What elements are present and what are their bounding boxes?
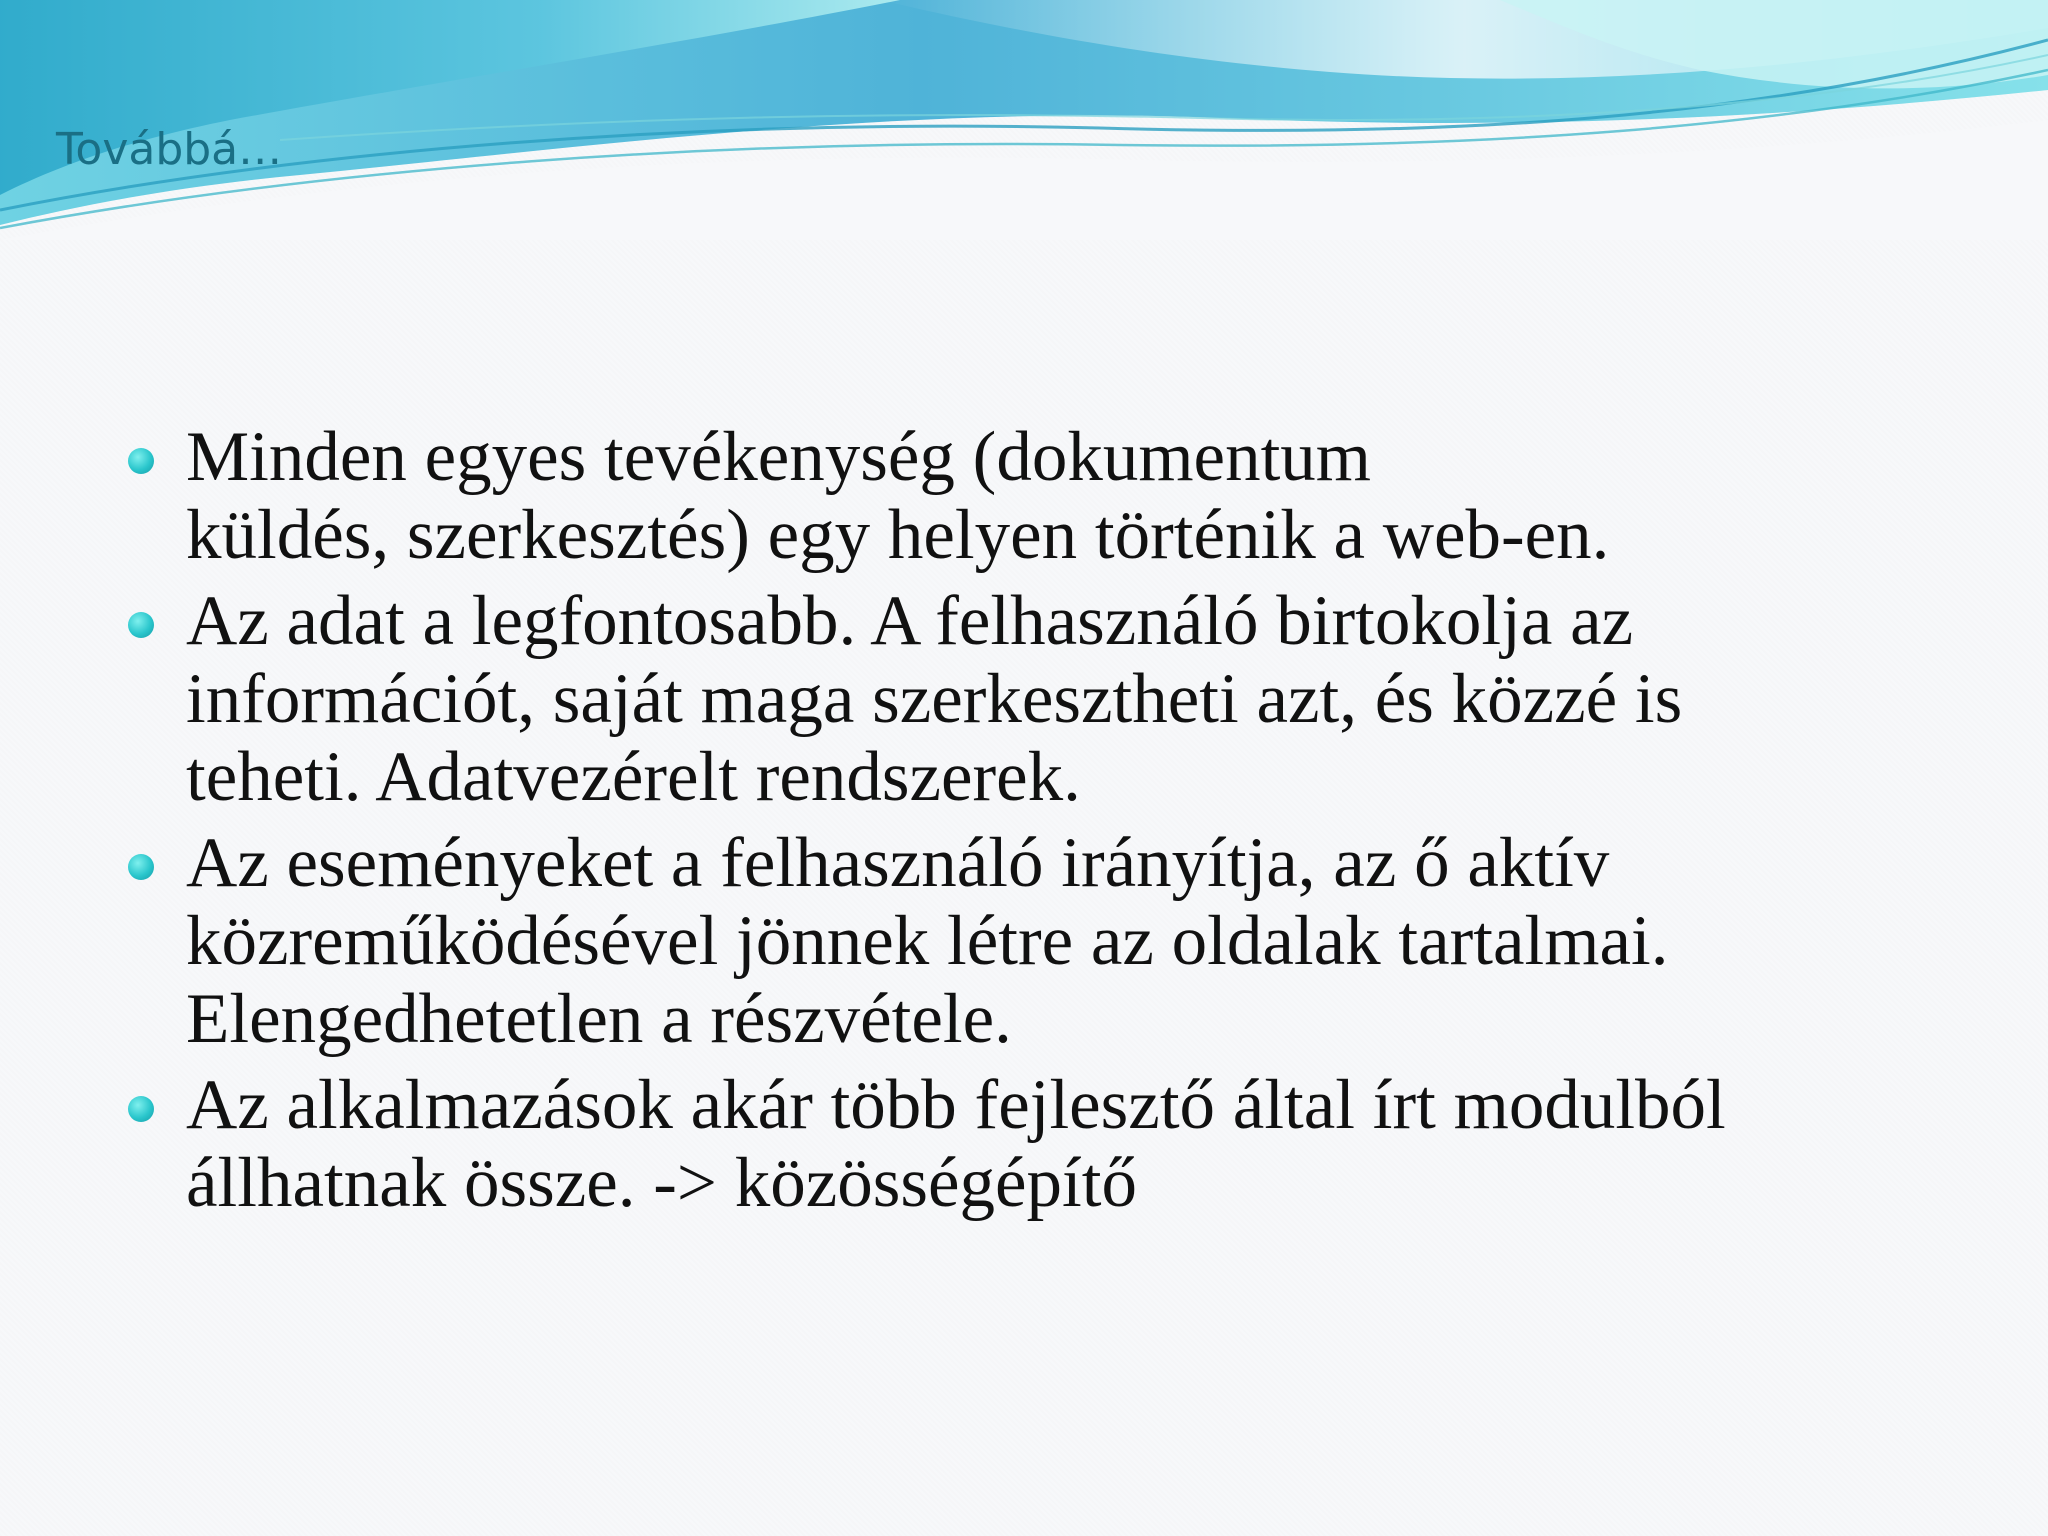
bullet-list bbox=[128, 418, 1988, 1230]
bullet-item bbox=[128, 582, 1988, 816]
bullet-line: Az adat a legfontosabb. A felhasználó birtokolja az bbox=[186, 582, 1634, 660]
bullet-icon bbox=[128, 448, 154, 474]
bullet-line: közreműködésével jönnek létre az oldalak tartalmai. bbox=[186, 902, 1669, 980]
bullet-line: Minden egyes tevékenység (dokumentum bbox=[186, 418, 1372, 496]
bullet-icon bbox=[128, 854, 154, 880]
slide-title: Továbbá… bbox=[56, 124, 283, 175]
bullet-icon bbox=[128, 612, 154, 638]
bullet-line: Elengedhetetlen a részvétele. bbox=[186, 980, 1012, 1058]
bullet-item bbox=[128, 824, 1988, 1058]
bullet-line: Az alkalmazások akár több fejlesztő által írt modulból bbox=[186, 1066, 1726, 1144]
header-wave-decoration bbox=[0, 0, 2048, 240]
bullet-line: küldés, szerkesztés) egy helyen történik a web-en. bbox=[186, 496, 1610, 574]
bullet-icon bbox=[128, 1096, 154, 1122]
bullet-line: teheti. Adatvezérelt rendszerek. bbox=[186, 738, 1081, 816]
bullet-item bbox=[128, 418, 1988, 574]
bullet-line: információt, saját maga szerkesztheti azt, és közzé is bbox=[186, 660, 1683, 738]
bullet-line: Az eseményeket a felhasználó irányítja, az ő aktív bbox=[186, 824, 1610, 902]
bullet-line: állhatnak össze. -> közösségépítő bbox=[186, 1144, 1137, 1222]
bullet-item bbox=[128, 1066, 1988, 1222]
